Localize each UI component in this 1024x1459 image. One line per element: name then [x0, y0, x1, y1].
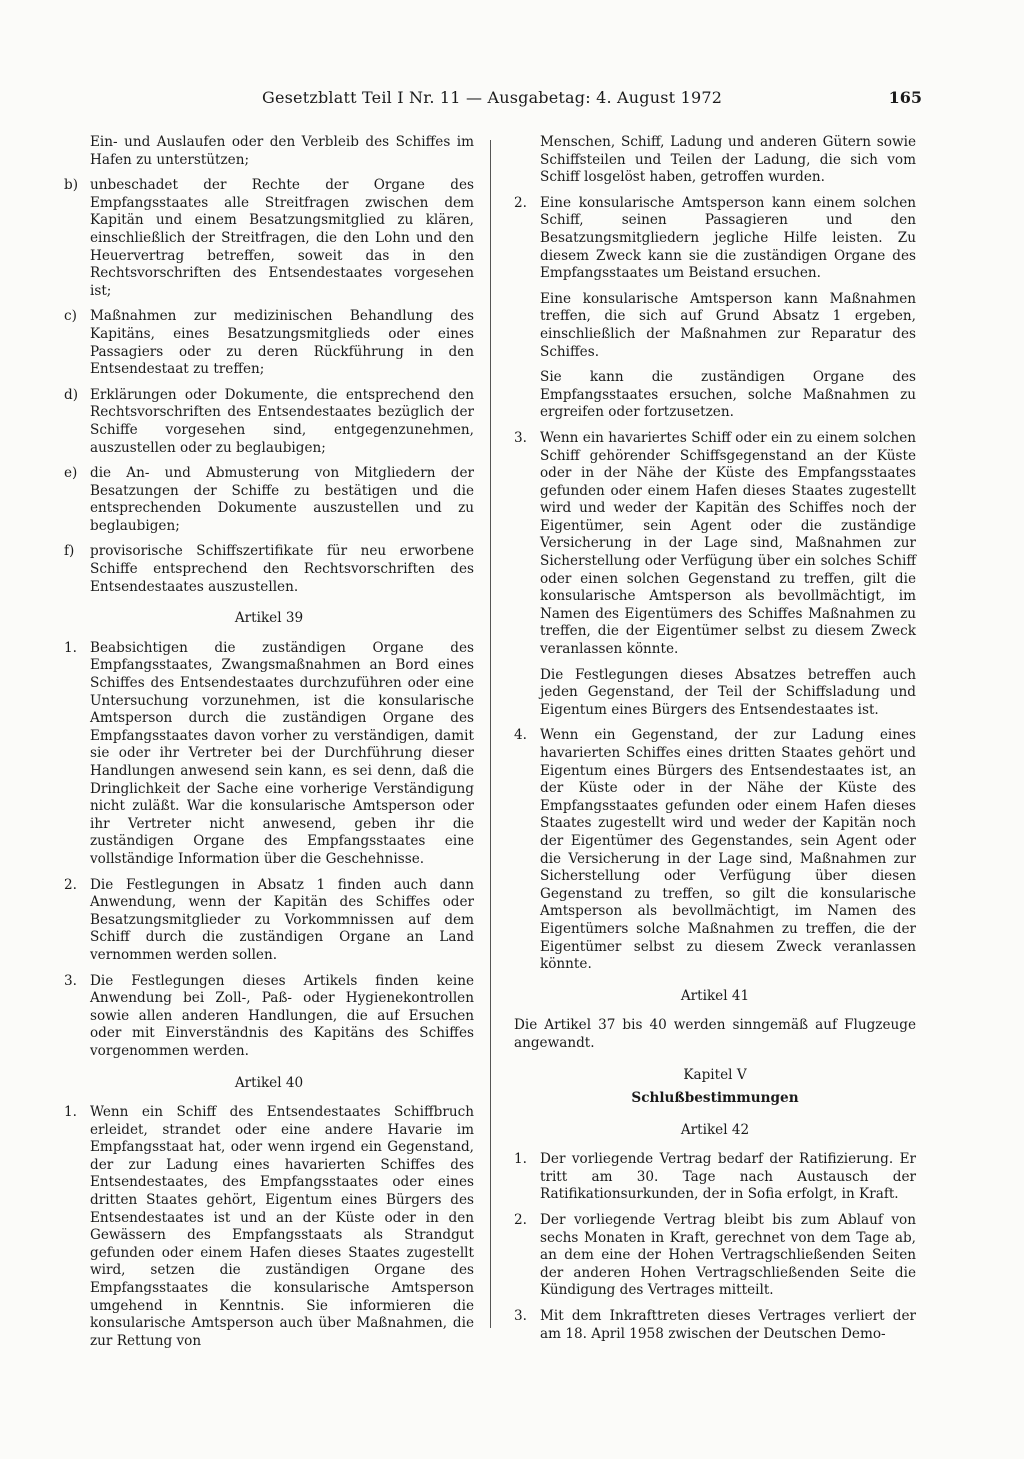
column-divider — [490, 140, 491, 1328]
item-text: Der vorliegende Vertrag bedarf der Ratifizierung. Er tritt am 30. Tage nach Austausch der Ratifikationsurkunden, der in Sofia erfolgt, in Kraft. — [540, 1151, 916, 1203]
chapter-title: Schlußbestimmungen — [631, 1090, 799, 1107]
list-item-b — [64, 177, 474, 300]
art42-item-1 — [514, 1151, 916, 1204]
art40-item-1 — [64, 1104, 474, 1350]
art42-item-2 — [514, 1212, 916, 1300]
article-41-heading: Artikel 41 — [680, 987, 750, 1004]
header-title: Gesetzblatt Teil I Nr. 11 — Ausgabetag: 4. August 1972 — [262, 88, 723, 107]
item-text: Mit dem Inkrafttreten dieses Vertrages verliert der am 18. April 1958 zwischen der Deutschen Demo- — [540, 1308, 916, 1342]
item-label: d) — [64, 386, 79, 403]
article-40-heading: Artikel 40 — [234, 1074, 304, 1091]
chapter-heading: Kapitel V — [683, 1066, 747, 1083]
item-label: b) — [64, 177, 79, 194]
item-label: 2. — [64, 876, 77, 893]
page-header — [262, 88, 922, 114]
paragraph: Eine konsularische Amtsperson kann einem solchen Schiff, seinen Passagieren und den Besatzungsmitgliedern jegliche Hilfe leisten. Zu diesem Zweck kann sie die zuständigen Organe des Empfangsstaates um Beistand ersuchen. — [540, 194, 916, 282]
art40-item-2 — [514, 195, 916, 422]
item-label: c) — [64, 308, 77, 325]
art40-item-4 — [514, 727, 916, 973]
item-text: Wenn ein Gegenstand, der zur Ladung eines havarierten Schiffes eines dritten Staates gehört und Eigentum eines Bürgers des Entsendestaates ist, an der Küste oder in der Nähe der Küste des Empfangsstaates gefunden oder einem Hafen dieses Staates zugestellt wird und weder der Kapitän noch der Eigentümer des Gegenstandes, sein Agent oder die Versicherung in der Lage sind, Maßnahmen zur Sicherstellung oder Verfügung über diesen Gegenstand zu treffen, so gilt die konsularische Amtsperson als bevollmächtigt, im Namen des Eigentümers solche Maßnahmen zu treffen, die der Eigentümer selbst zu diesem Zweck veranlassen könnte. — [540, 727, 916, 973]
item-label: 1. — [64, 639, 77, 656]
item-text: provisorische Schiffszertifikate für neu erworbene Schiffe entsprechend den Rechtsvorschriften des Entsendestaates auszustellen. — [90, 543, 474, 595]
list-item-c — [64, 308, 474, 378]
right-column — [514, 134, 916, 1351]
item-text: Erklärungen oder Dokumente, die entsprechend den Rechtsvorschriften des Entsendestaates bezüglich der Schiffe vorgesehen sind, entgegenzunehmen, auszustellen oder zu beglaubigen; — [90, 386, 474, 456]
art40-item-3 — [514, 430, 916, 720]
list-item-e — [64, 465, 474, 535]
item-text: Wenn ein Schiff des Entsendestaates Schiffbruch erleidet, strandet oder eine andere Havarie im Empfangsstaat hat, oder wenn irgend ein Gegenstand, der zur Ladung eines havarierten Schiffes des Entsendestaates, des Empfangsstaates oder eines dritten Staates gehört, Eigentum eines Bürgers des Entsendestaates ist und an der Küste oder in den Gewässern des Empfangsstaats als Strandgut gefunden oder einem Hafen dieses Staates zugestellt wird, setzen die zuständigen Organe des Empfangsstaates die konsularische Amtsperson umgehend in Kenntnis. Sie informieren die konsularische Amtsperson auch über Maßnahmen, die zur Rettung von — [90, 1104, 474, 1349]
item-text: Maßnahmen zur medizinischen Behandlung des Kapitäns, eines Besatzungsmitglieds oder eines Passagiers oder zu deren Rückführung in den Entsendestaat zu treffen; — [90, 308, 474, 378]
list-item-d — [64, 387, 474, 457]
paragraph: Die Festlegungen dieses Absatzes betreffen auch jeden Gegenstand, der Teil der Schiffsladung und Eigentum eines Bürgers des Entsendestaates ist. — [540, 666, 916, 718]
art39-item-1 — [64, 640, 474, 869]
paragraph: Eine konsularische Amtsperson kann Maßnahmen treffen, die sich auf Grund Absatz 1 ergeben, einschließlich der Maßnahmen zur Reparatur des Schiffes. — [540, 290, 916, 360]
paragraph: Wenn ein havariertes Schiff oder ein zu einem solchen Schiff gehörender Schiffsgegenstand an der Küste oder in der Nähe der Küste des Empfangsstaates gefunden oder einem Hafen dieses Staates zugestellt wird und weder der Kapitän des Schiffes noch der Eigentümer, sein Agent oder die zuständige Versicherung in der Lage sind, Maßnahmen zur Sicherstellung oder Verfügung über ein solches Schiff oder einen solchen Gegenstand zu treffen, gilt die konsularische Amtsperson als bevollmächtigt, im Namen des Eigentümers des Schiffes Maßnahmen zu treffen, die der Eigentümer selbst zu diesem Zweck veranlassen könnte. — [540, 429, 916, 658]
item-label: 1. — [514, 1151, 527, 1168]
page-number: 165 — [888, 88, 922, 107]
article-42-heading: Artikel 42 — [680, 1121, 750, 1138]
article-41-text: Die Artikel 37 bis 40 werden sinngemäß auf Flugzeuge angewandt. — [514, 1017, 916, 1051]
item-text: Die Festlegungen dieses Artikels finden keine Anwendung bei Zoll-, Paß- oder Hygienekontrollen sowie allen anderen Handlungen, die auf Ersuchen oder mit Einverständnis des Kapitäns des Schiffes vorgenommen werden. — [90, 972, 474, 1059]
list-item-f — [64, 543, 474, 596]
item-label: 3. — [514, 1308, 527, 1325]
paragraph: Sie kann die zuständigen Organe des Empfangsstaates ersuchen, solche Maßnahmen zu ergreifen oder fortzusetzen. — [540, 369, 916, 421]
item-text: Beabsichtigen die zuständigen Organe des Empfangsstaates, Zwangsmaßnahmen an Bord eines Schiffes des Entsendestaates durchzuführen oder eine Untersuchung vorzunehmen, ist die konsularische Amtsperson durch die zuständigen Organe des Empfangsstaates davon vorher zu verständigen, damit sie oder ihr Vertreter bei der Durchführung dieser Handlungen anwesend sein kann, es sei denn, daß die Dringlichkeit der Sache eine vorherige Verständigung nicht zuläßt. War die konsularische Amtsperson oder ihr Vertreter nicht anwesend, geben ihr die zuständigen Organe des Empfangsstaates eine vollständige Information über die Geschehnisse. — [90, 639, 474, 867]
item-label: 3. — [64, 972, 77, 989]
article-39-heading: Artikel 39 — [234, 610, 304, 627]
art42-item-3 — [514, 1308, 916, 1343]
left-column — [64, 134, 474, 1358]
item-label: 2. — [514, 194, 527, 211]
item-text: unbeschadet der Rechte der Organe des Empfangsstaates alle Streitfragen zwischen dem Kapitän und einem Besatzungsmitglied zu klären, einschließlich der Streitfragen, die den Lohn und den Heuervertrag betreffen, soweit das in den Rechtsvorschriften des Entsendestaates vorgesehen ist; — [90, 177, 474, 299]
item-label: 2. — [514, 1212, 527, 1229]
item-label: 1. — [64, 1104, 77, 1121]
art40-item-1-continued: Menschen, Schiff, Ladung und anderen Gütern sowie Schiffsteilen und Teilen der Ladung, die sich vom Schiff losgelöst haben, getroffen wurden. — [540, 134, 916, 186]
item-text: Der vorliegende Vertrag bleibt bis zum Ablauf von sechs Monaten in Kraft, gerechnet von dem Tage ab, an dem eine der Hohen Vertragschließenden Seiten der anderen Hohen Vertragschließenden Seite die Kündigung des Vertrages mitteilt. — [540, 1212, 916, 1299]
art39-item-2 — [64, 877, 474, 965]
item-text: die An- und Abmusterung von Mitgliedern der Besatzungen der Schiffe zu bestätigen und die entsprechenden Dokumente auszustellen und zu beglaubigen; — [90, 465, 474, 534]
item-label: 3. — [514, 429, 527, 446]
item-label: 4. — [514, 727, 527, 744]
item-label: f) — [64, 543, 75, 560]
art39-item-3 — [64, 973, 474, 1061]
intro-text: Ein- und Auslaufen oder den Verbleib des Schiffes im Hafen zu unterstützen; — [90, 134, 474, 168]
item-label: e) — [64, 465, 78, 482]
item-text: Die Festlegungen in Absatz 1 finden auch dann Anwendung, wenn der Kapitän des Schiffes oder Besatzungsmitglieder zu Vorkommnissen auf dem Schiff durch die zuständigen Organe an Land vernommen werden sollen. — [90, 876, 474, 963]
